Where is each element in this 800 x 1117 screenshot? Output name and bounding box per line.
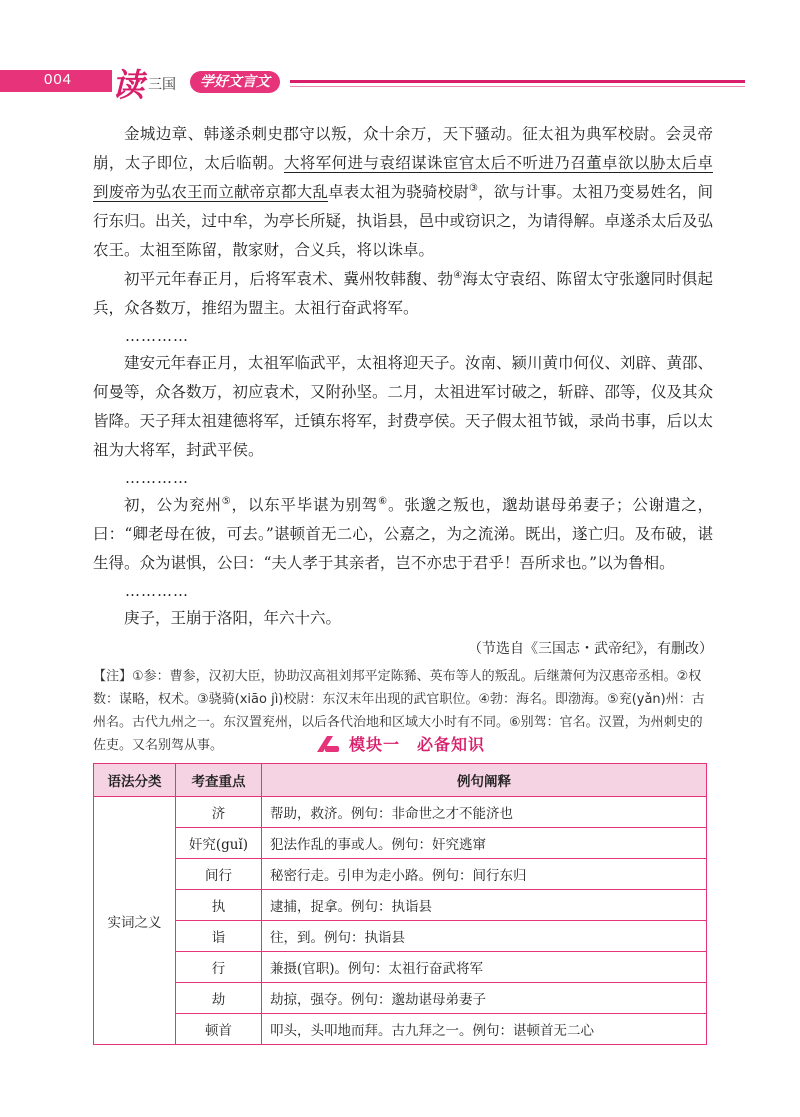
text-run: 金城边章、韩遂杀刺史郡守以叛，众十余万，天下骚动。征太祖为典军校尉。会灵帝崩，太子即位，太后临朝。 [93, 125, 713, 172]
paragraph-1 [93, 120, 713, 265]
header-category: 语法分类 [94, 764, 176, 797]
focus-cell: 顿首 [176, 1014, 262, 1045]
text-run: 初，公为兖州 [124, 496, 222, 514]
header-focus: 考查重点 [176, 764, 262, 797]
table-row [94, 983, 707, 1014]
page-header [0, 60, 800, 108]
module-title: 模块一 必备知识 [348, 735, 485, 754]
header-rule [290, 80, 745, 83]
module-icon [315, 734, 341, 754]
explain-cell: 帮助，救济。例句：非命世之才不能济也 [262, 797, 707, 828]
ellipsis: ………… [125, 582, 189, 600]
focus-cell: 执 [176, 890, 262, 921]
text-run: 。张邈之叛也，邈劫谌母弟妻子；公谢遣之，曰：“卿老母在彼，可去。”谌顿首无二心，公嘉之，为之流涕。既出，遂亡归。及布破，谌生得。众为谌惧，公曰：“夫人孝于其亲者，岂不亦忠于君乎！吾所求也。”以为鲁相。 [93, 496, 713, 572]
focus-cell: 济 [176, 797, 262, 828]
category-cell: 实词之义 [94, 797, 176, 1045]
module-heading [0, 732, 800, 755]
table-row [94, 890, 707, 921]
table-row [94, 828, 707, 859]
table-row [94, 859, 707, 890]
grammar-table [93, 763, 707, 1045]
source-citation: （节选自《三国志・武帝纪》，有删改） [468, 641, 713, 657]
book-name: 三国 [148, 77, 176, 93]
table-row [94, 921, 707, 952]
footnote-marker: ④ [453, 269, 463, 281]
paragraph-4 [93, 491, 713, 578]
paragraph-2 [93, 265, 713, 323]
explain-cell: 兼摄(官职)。例句：太祖行奋武将军 [262, 952, 707, 983]
paragraph-3: 建安元年春正月，太祖军临武平，太祖将迎天子。汝南、颍川黄巾何仪、刘辟、黄邵、何曼等，众各数万，初应袁术，又附孙坚。二月，太祖进军讨破之，斩辟、邵等，仪及其众皆降。天子拜太祖建德将军，迁镇东将军，封费亭侯。天子假太祖节钺，录尚书事，后以太祖为大将军，封武平侯。 [93, 354, 714, 459]
table-header-row [94, 764, 707, 797]
page-number: 004 [44, 71, 73, 88]
explain-cell: 逮捕，捉拿。例句：执诣县 [262, 890, 707, 921]
explain-cell: 往，到。例句：执诣县 [262, 921, 707, 952]
read-logo: 读 [112, 66, 145, 104]
footnote-marker: ③ [469, 182, 479, 194]
header-rule-thin [290, 86, 745, 87]
explain-cell: 秘密行走。引申为走小路。例句：间行东归 [262, 859, 707, 890]
table-row [94, 952, 707, 983]
passage [93, 120, 713, 757]
annotation-notes: 【注】①参：曹参，汉初大臣，协助汉高祖刘邦平定陈豨、英布等人的叛乱。后继萧何为汉惠帝丞相。②权数：谋略，权术。③骁骑(xiāo jì)校尉：东汉末年出现的武官职位。④勃：海名。即渤海。⑤兖(yǎn)州：古州名。古代九州之一。东汉置兖州，以后各代治地和区域大小时有不同。⑥别驾：官名。汉置，为州刺史的佐吏。又名别驾从事。 [93, 669, 705, 753]
table-row [94, 1014, 707, 1045]
footnote-marker: ⑤ [221, 495, 232, 507]
series-badge: 学好文言文 [190, 71, 280, 93]
text-run: ，以东平毕谌为别驾 [231, 496, 379, 514]
focus-cell: 诣 [176, 921, 262, 952]
underlined-sentence: 大将军何进与袁绍谋诛宦官太后不听进乃召董卓欲以胁太后卓到废帝为弘农王而立献帝京都大乱 [93, 154, 713, 201]
text-run: 初平元年春正月，后将军袁术、冀州牧韩馥、勃 [124, 270, 454, 288]
text-run: 卓表太祖为骁骑校尉 [328, 183, 469, 201]
explain-cell: 劫掠，强夺。例句：邈劫谌母弟妻子 [262, 983, 707, 1014]
table-row [94, 797, 707, 828]
explain-cell: 犯法作乱的事或人。例句：奸究逃窜 [262, 828, 707, 859]
paragraph-5: 庚子，王崩于洛阳，年六十六。 [124, 609, 342, 627]
focus-cell: 行 [176, 952, 262, 983]
footnote-marker: ⑥ [378, 495, 388, 507]
header-explanation: 例句阐释 [262, 764, 707, 797]
text-run: ，欲与计事。太祖乃变易姓名，间行东归。出关，过中牟，为亭长所疑，执诣县，邑中或窃识之，为请得解。卓遂杀太后及弘农王。太祖至陈留，散家财，合义兵，将以诛卓。 [93, 183, 714, 259]
focus-cell: 间行 [176, 859, 262, 890]
ellipsis: ………… [125, 327, 189, 345]
text-run: 海太守袁绍、陈留太守张邈同时俱起兵，众各数万，推绍为盟主。太祖行奋武将军。 [93, 270, 713, 317]
explain-cell: 叩头，头叩地而拜。古九拜之一。例句：谌顿首无二心 [262, 1014, 707, 1045]
ellipsis: ………… [125, 469, 189, 487]
focus-cell: 劫 [176, 983, 262, 1014]
focus-cell: 奸究(guǐ) [176, 828, 262, 859]
